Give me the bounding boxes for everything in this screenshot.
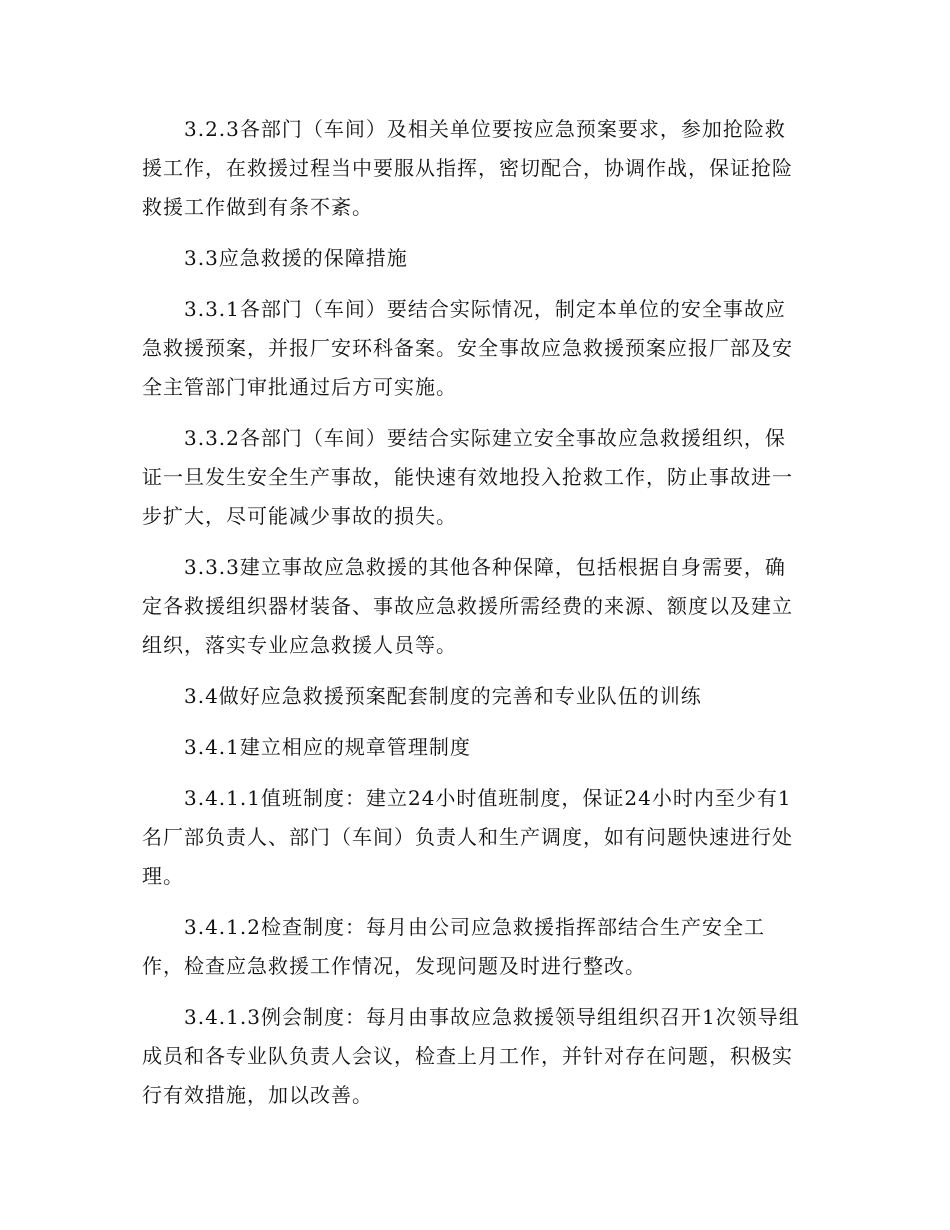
paragraph-3-4-1-1: 3.4.1.1值班制度：建立24小时值班制度，保证24小时内至少有1名厂部负责人、部门（车间）负责人和生产调度，如有问题快速进行处理。 bbox=[142, 786, 793, 888]
paragraph-3-3-3: 3.3.3建立事故应急救援的其他各种保障，包括根据自身需要，确定各救援组织器材装备、事故应急救援所需经费的来源、额度以及建立组织，落实专业应急救援人员等。 bbox=[142, 555, 793, 657]
paragraph-3-4-1-3: 3.4.1.3例会制度：每月由事故应急救援领导组组织召开1次领导组成员和各专业队负责人会议，检查上月工作，并针对存在问题，积极实行有效措施，加以改善。 bbox=[142, 1005, 800, 1107]
paragraph-3-2-3: 3.2.3各部门（车间）及相关单位要按应急预案要求，参加抢险救援工作，在救援过程当中要服从指挥，密切配合，协调作战，保证抢险救援工作做到有条不紊。 bbox=[142, 117, 793, 219]
document-body bbox=[142, 110, 806, 1127]
paragraph-3-4-1-2: 3.4.1.2检查制度：每月由公司应急救援指挥部结合生产安全工作，检查应急救援工作情况，发现问题及时进行整改。 bbox=[142, 915, 765, 978]
section-heading-3-3: 3.3应急救援的保障措施 bbox=[184, 246, 408, 270]
paragraph-3-3-1: 3.3.1各部门（车间）要结合实际情况，制定本单位的安全事故应急救援预案，并报厂安环科备案。安全事故应急救援预案应报厂部及安全主管部门审批通过后方可实施。 bbox=[142, 297, 793, 399]
subsection-heading-3-4-1: 3.4.1建立相应的规章管理制度 bbox=[184, 735, 471, 759]
section-heading-3-4: 3.4做好应急救援预案配套制度的完善和专业队伍的训练 bbox=[184, 684, 702, 708]
paragraph-3-3-2: 3.3.2各部门（车间）要结合实际建立安全事故应急救援组织，保证一旦发生安全生产事故，能快速有效地投入抢救工作，防止事故进一步扩大，尽可能减少事故的损失。 bbox=[142, 426, 793, 528]
